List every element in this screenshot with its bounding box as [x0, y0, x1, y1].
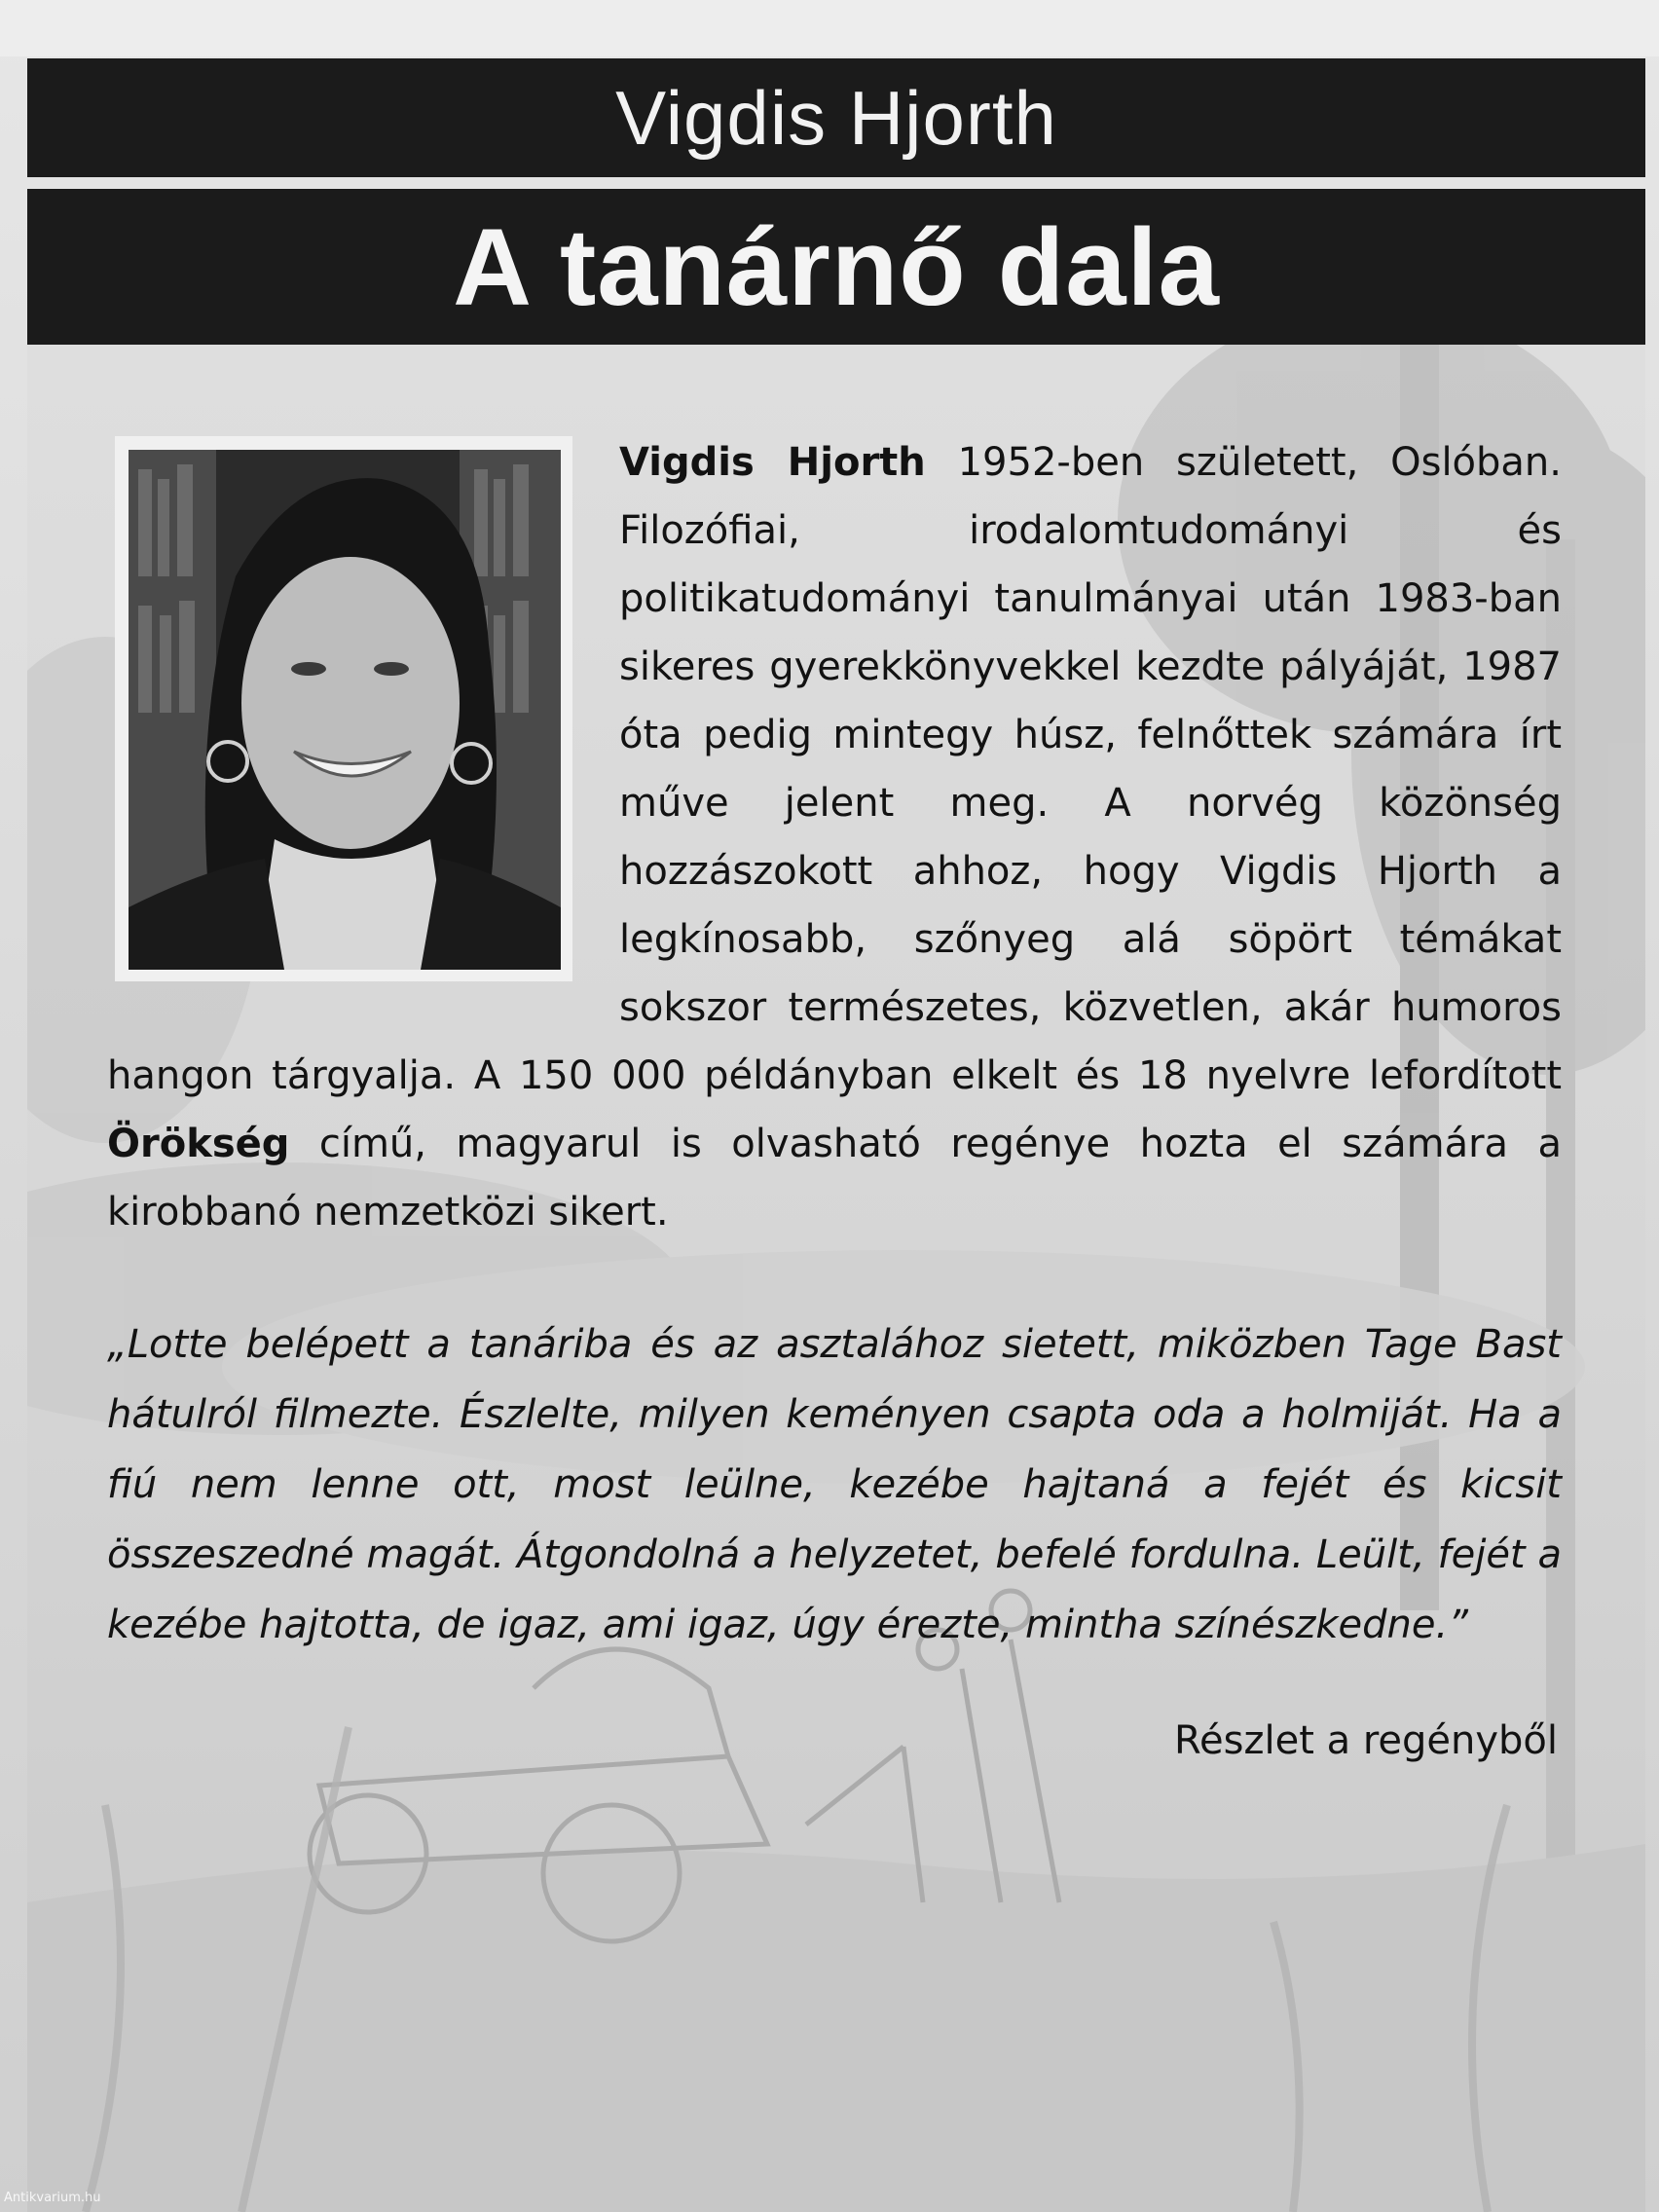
- bio-text-part1: 1952-ben született, Oslóban. Filozófiai, irodalomtudományi és politikatudományi tanulmányai után 1983-ban sikeres gyerekkönyvekkel kezdte pályáját, 1987 óta pedig mintegy húsz, felnőttek számára írt műve jelent meg. A norvég közönség hozzászokott ahhoz, hogy Vigdis Hjorth a legkínosabb, szőnyeg alá söpört témákat sokszor természetes, közvetlen, akár humoros hangon tárgyalja. A 150 000 példányban elkelt és 18 nyelvre lefordított: [107, 440, 1562, 1098]
- photo-text-wrap-spacer: [107, 428, 619, 1042]
- bio-text-part2: című, magyarul is olvasható regénye hozta el számára a kirobbanó nemzetközi sikert.: [107, 1122, 1562, 1235]
- bio-book-title: Örökség: [107, 1122, 290, 1166]
- watermark: Antikvarium.hu: [4, 2191, 101, 2205]
- ground: [27, 1844, 1645, 2212]
- excerpt-source: Részlet a regényből: [1174, 1718, 1558, 1763]
- excerpt-quote: „Lotte belépett a tanáriba és az asztalához sietett, miközben Tage Bast hátulról filmezte. Észlelte, milyen keményen csapta oda a holmiját. Ha a fiú nem lenne ott, most leülne, kezébe hajtaná a fejét és kicsit összeszedné magát. Átgondolná a helyzetet, befelé fordulna. Leült, fejét a kezébe hajtotta, de igaz, ami igaz, úgy érezte, mintha színészkedne.”: [107, 1322, 1562, 1647]
- author-band: [27, 58, 1645, 177]
- bio-author-name: Vigdis Hjorth: [619, 440, 926, 485]
- title-band: [27, 189, 1645, 345]
- top-margin: [0, 0, 1659, 56]
- book-title: A tanárnő dala: [453, 205, 1220, 328]
- author-name: Vigdis Hjorth: [615, 74, 1057, 161]
- author-bio: [107, 428, 1562, 1246]
